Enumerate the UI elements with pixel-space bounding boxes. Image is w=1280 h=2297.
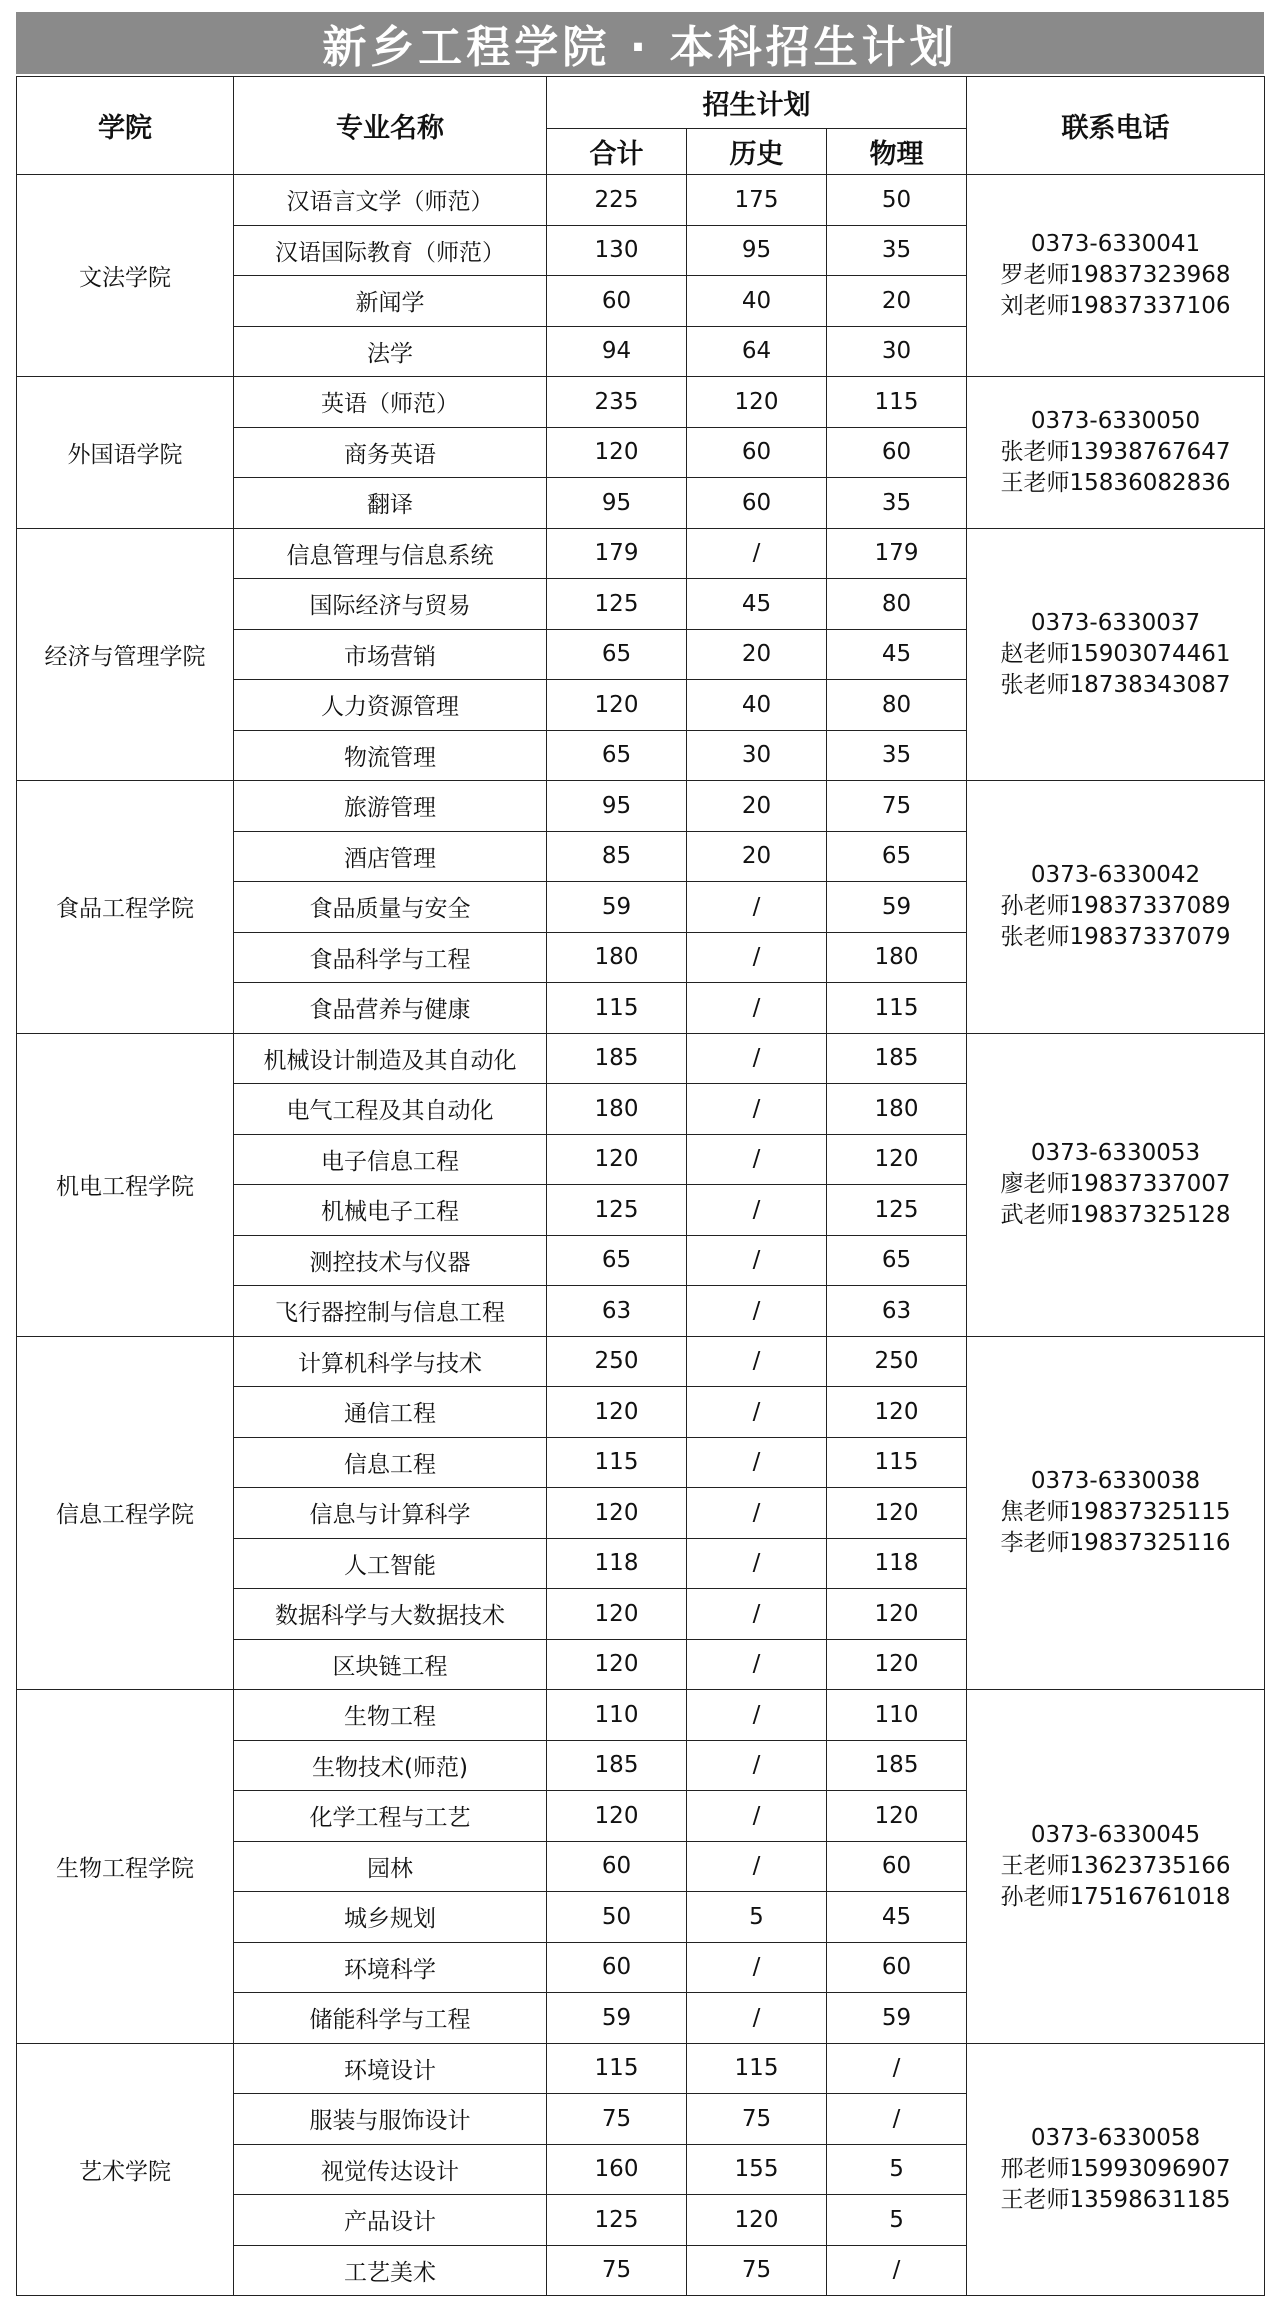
history-count: 5: [687, 1892, 827, 1943]
total-count: 120: [547, 1639, 687, 1690]
physics-count: 59: [827, 882, 967, 933]
major-name: 产品设计: [234, 2195, 547, 2246]
major-name: 商务英语: [234, 427, 547, 478]
total-count: 160: [547, 2144, 687, 2195]
major-name: 市场营销: [234, 629, 547, 680]
total-count: 110: [547, 1690, 687, 1741]
history-count: 40: [687, 276, 827, 327]
history-count: /: [687, 1286, 827, 1337]
total-count: 120: [547, 1134, 687, 1185]
contact-teacher: 罗老师19837323968: [1000, 262, 1231, 288]
physics-count: 65: [827, 831, 967, 882]
contact-header: 联系电话: [967, 77, 1265, 175]
contact-teacher: 孙老师19837337089: [1000, 893, 1231, 920]
major-name: 机械电子工程: [234, 1185, 547, 1236]
contact-info: [967, 2043, 1265, 2296]
total-count: 250: [547, 1336, 687, 1387]
total-count: 65: [547, 1235, 687, 1286]
major-name: 人工智能: [234, 1538, 547, 1589]
table-row: [17, 781, 1265, 832]
major-name: 园林: [234, 1841, 547, 1892]
contact-phone: 0373-6330050: [1030, 407, 1201, 434]
total-count: 63: [547, 1286, 687, 1337]
major-name: 翻译: [234, 478, 547, 529]
contact-teacher: 王老师15836082836: [1000, 469, 1231, 496]
physics-count: 115: [827, 1437, 967, 1488]
contact-info: [967, 781, 1265, 1034]
physics-count: 115: [827, 377, 967, 428]
physics-count: 35: [827, 730, 967, 781]
major-name: 服装与服饰设计: [234, 2094, 547, 2145]
total-count: 120: [547, 1488, 687, 1539]
header-row: [17, 77, 1265, 129]
total-count: 120: [547, 427, 687, 478]
physics-count: /: [827, 2094, 967, 2145]
total-count: 125: [547, 579, 687, 630]
major-name: 计算机科学与技术: [234, 1336, 547, 1387]
major-header: 专业名称: [234, 77, 547, 175]
table-row: [17, 1690, 1265, 1741]
major-name: 飞行器控制与信息工程: [234, 1286, 547, 1337]
physics-count: 180: [827, 1084, 967, 1135]
major-name: 区块链工程: [234, 1639, 547, 1690]
physics-count: 59: [827, 1993, 967, 2044]
total-count: 225: [547, 175, 687, 226]
history-count: 175: [687, 175, 827, 226]
contact-phone: 0373-6330053: [1030, 1140, 1201, 1166]
history-count: 115: [687, 2043, 827, 2094]
college-name: 外国语学院: [17, 377, 234, 529]
college-name: 机电工程学院: [17, 1033, 234, 1336]
contact-teacher: 赵老师15903074461: [1000, 640, 1231, 667]
major-name: 化学工程与工艺: [234, 1791, 547, 1842]
major-name: 电气工程及其自动化: [234, 1084, 547, 1135]
history-count: /: [687, 1134, 827, 1185]
history-header: 历史: [687, 129, 827, 175]
major-name: 国际经济与贸易: [234, 579, 547, 630]
history-count: /: [687, 983, 827, 1034]
major-name: 环境科学: [234, 1942, 547, 1993]
major-name: 食品营养与健康: [234, 983, 547, 1034]
physics-count: 110: [827, 1690, 967, 1741]
total-count: 125: [547, 1185, 687, 1236]
history-count: /: [687, 1387, 827, 1438]
history-count: /: [687, 1336, 827, 1387]
contact-phone: 0373-6330037: [1030, 609, 1201, 636]
history-count: /: [687, 1589, 827, 1640]
total-count: 50: [547, 1892, 687, 1943]
history-count: 75: [687, 2094, 827, 2145]
history-count: /: [687, 882, 827, 933]
major-name: 机械设计制造及其自动化: [234, 1033, 547, 1084]
history-count: /: [687, 1740, 827, 1791]
college-name: 经济与管理学院: [17, 528, 234, 781]
contact-phone: 0373-6330042: [1030, 862, 1201, 889]
table-row: [17, 377, 1265, 428]
major-name: 英语（师范）: [234, 377, 547, 428]
total-count: 85: [547, 831, 687, 882]
physics-count: 63: [827, 1286, 967, 1337]
total-count: 120: [547, 1387, 687, 1438]
total-count: 60: [547, 1841, 687, 1892]
history-count: /: [687, 1791, 827, 1842]
history-count: 95: [687, 225, 827, 276]
physics-count: 120: [827, 1791, 967, 1842]
major-name: 汉语言文学（师范）: [234, 175, 547, 226]
history-count: /: [687, 1942, 827, 1993]
history-count: 20: [687, 629, 827, 680]
contact-teacher: 焦老师19837325115: [1000, 1499, 1231, 1526]
contact-teacher: 王老师13623735166: [1000, 1852, 1231, 1879]
physics-count: 120: [827, 1387, 967, 1438]
major-name: 新闻学: [234, 276, 547, 327]
major-name: 数据科学与大数据技术: [234, 1589, 547, 1640]
physics-header: 物理: [827, 129, 967, 175]
history-count: 60: [687, 427, 827, 478]
total-count: 180: [547, 1084, 687, 1135]
contact-teacher: 李老师19837325116: [1000, 1530, 1231, 1557]
total-count: 94: [547, 326, 687, 377]
major-name: 环境设计: [234, 2043, 547, 2094]
major-name: 储能科学与工程: [234, 1993, 547, 2044]
history-count: 75: [687, 2245, 827, 2296]
major-name: 酒店管理: [234, 831, 547, 882]
history-count: 64: [687, 326, 827, 377]
history-count: /: [687, 1538, 827, 1589]
total-count: 95: [547, 781, 687, 832]
history-count: 60: [687, 478, 827, 529]
history-count: /: [687, 1841, 827, 1892]
history-count: 20: [687, 781, 827, 832]
physics-count: 30: [827, 326, 967, 377]
major-name: 物流管理: [234, 730, 547, 781]
physics-count: 80: [827, 680, 967, 731]
college-header: 学院: [17, 77, 234, 175]
table-body: [17, 175, 1265, 2296]
total-count: 180: [547, 932, 687, 983]
major-name: 视觉传达设计: [234, 2144, 547, 2195]
total-count: 179: [547, 528, 687, 579]
total-count: 115: [547, 1437, 687, 1488]
history-count: /: [687, 1084, 827, 1135]
college-name: 食品工程学院: [17, 781, 234, 1034]
major-name: 电子信息工程: [234, 1134, 547, 1185]
history-count: 120: [687, 2195, 827, 2246]
contact-info: [967, 1336, 1265, 1690]
total-count: 95: [547, 478, 687, 529]
history-count: /: [687, 1033, 827, 1084]
history-count: 40: [687, 680, 827, 731]
physics-count: 45: [827, 1892, 967, 1943]
table-row: [17, 528, 1265, 579]
physics-count: 65: [827, 1235, 967, 1286]
contact-teacher: 廖老师19837337007: [1000, 1171, 1231, 1197]
major-name: 法学: [234, 326, 547, 377]
college-name: 艺术学院: [17, 2043, 234, 2296]
history-count: /: [687, 1690, 827, 1741]
major-name: 生物技术(师范): [234, 1740, 547, 1791]
major-name: 信息与计算科学: [234, 1488, 547, 1539]
major-name: 汉语国际教育（师范）: [234, 225, 547, 276]
table-row: [17, 1033, 1265, 1084]
physics-count: 185: [827, 1033, 967, 1084]
history-count: /: [687, 1488, 827, 1539]
contact-phone: 0373-6330038: [1030, 1468, 1201, 1495]
physics-count: 75: [827, 781, 967, 832]
major-name: 生物工程: [234, 1690, 547, 1741]
physics-count: 60: [827, 1841, 967, 1892]
history-count: 120: [687, 377, 827, 428]
history-count: 155: [687, 2144, 827, 2195]
physics-count: 5: [827, 2195, 967, 2246]
total-count: 185: [547, 1740, 687, 1791]
physics-count: 179: [827, 528, 967, 579]
history-count: /: [687, 1993, 827, 2044]
major-name: 测控技术与仪器: [234, 1235, 547, 1286]
physics-count: 60: [827, 427, 967, 478]
history-count: /: [687, 1185, 827, 1236]
history-count: /: [687, 1639, 827, 1690]
physics-count: 20: [827, 276, 967, 327]
contact-phone: 0373-6330041: [1030, 231, 1201, 257]
physics-count: 45: [827, 629, 967, 680]
total-count: 120: [547, 1791, 687, 1842]
physics-count: /: [827, 2043, 967, 2094]
contact-info: [967, 1690, 1265, 2044]
history-count: /: [687, 528, 827, 579]
page-title: 新乡工程学院 · 本科招生计划: [16, 12, 1264, 74]
total-count: 118: [547, 1538, 687, 1589]
table-row: [17, 175, 1265, 226]
physics-count: 5: [827, 2144, 967, 2195]
history-count: /: [687, 932, 827, 983]
physics-count: 120: [827, 1488, 967, 1539]
physics-count: 118: [827, 1538, 967, 1589]
contact-teacher: 张老师18738343087: [1000, 671, 1231, 698]
major-name: 工艺美术: [234, 2245, 547, 2296]
contact-info: [967, 528, 1265, 781]
college-name: 生物工程学院: [17, 1690, 234, 2044]
total-count: 75: [547, 2094, 687, 2145]
major-name: 通信工程: [234, 1387, 547, 1438]
contact-phone: 0373-6330058: [1030, 2124, 1201, 2151]
total-count: 185: [547, 1033, 687, 1084]
table-row: [17, 1336, 1265, 1387]
college-name: 文法学院: [17, 175, 234, 377]
contact-teacher: 王老师13598631185: [1000, 2186, 1231, 2213]
physics-count: 125: [827, 1185, 967, 1236]
physics-count: 35: [827, 225, 967, 276]
contact-info: [967, 175, 1265, 377]
physics-count: /: [827, 2245, 967, 2296]
plan-header: 招生计划: [547, 77, 967, 129]
physics-count: 120: [827, 1589, 967, 1640]
total-count: 130: [547, 225, 687, 276]
major-name: 食品科学与工程: [234, 932, 547, 983]
physics-count: 60: [827, 1942, 967, 1993]
college-name: 信息工程学院: [17, 1336, 234, 1690]
contact-teacher: 孙老师17516761018: [1000, 1883, 1231, 1910]
physics-count: 120: [827, 1134, 967, 1185]
total-count: 115: [547, 983, 687, 1034]
history-count: /: [687, 1235, 827, 1286]
contact-teacher: 邢老师15993096907: [1000, 2155, 1231, 2182]
total-count: 65: [547, 629, 687, 680]
physics-count: 185: [827, 1740, 967, 1791]
history-count: 20: [687, 831, 827, 882]
history-count: 45: [687, 579, 827, 630]
contact-info: [967, 1033, 1265, 1336]
total-count: 60: [547, 1942, 687, 1993]
total-count: 115: [547, 2043, 687, 2094]
major-name: 旅游管理: [234, 781, 547, 832]
contact-teacher: 刘老师19837337106: [1000, 293, 1231, 319]
table-row: [17, 2043, 1265, 2094]
total-count: 59: [547, 882, 687, 933]
history-count: 30: [687, 730, 827, 781]
contact-phone: 0373-6330045: [1030, 1821, 1201, 1848]
total-count: 65: [547, 730, 687, 781]
contact-info: [967, 377, 1265, 529]
total-header: 合计: [547, 129, 687, 175]
contact-teacher: 武老师19837325128: [1000, 1202, 1231, 1228]
history-count: /: [687, 1437, 827, 1488]
contact-teacher: 张老师13938767647: [1000, 438, 1231, 465]
total-count: 235: [547, 377, 687, 428]
physics-count: 35: [827, 478, 967, 529]
major-name: 人力资源管理: [234, 680, 547, 731]
physics-count: 120: [827, 1639, 967, 1690]
total-count: 75: [547, 2245, 687, 2296]
total-count: 60: [547, 276, 687, 327]
major-name: 信息管理与信息系统: [234, 528, 547, 579]
total-count: 120: [547, 680, 687, 731]
total-count: 120: [547, 1589, 687, 1640]
physics-count: 50: [827, 175, 967, 226]
physics-count: 80: [827, 579, 967, 630]
major-name: 城乡规划: [234, 1892, 547, 1943]
total-count: 59: [547, 1993, 687, 2044]
physics-count: 180: [827, 932, 967, 983]
enrollment-plan-table: [16, 76, 1265, 2296]
major-name: 食品质量与安全: [234, 882, 547, 933]
physics-count: 115: [827, 983, 967, 1034]
physics-count: 250: [827, 1336, 967, 1387]
contact-teacher: 张老师19837337079: [1000, 924, 1231, 951]
major-name: 信息工程: [234, 1437, 547, 1488]
total-count: 125: [547, 2195, 687, 2246]
